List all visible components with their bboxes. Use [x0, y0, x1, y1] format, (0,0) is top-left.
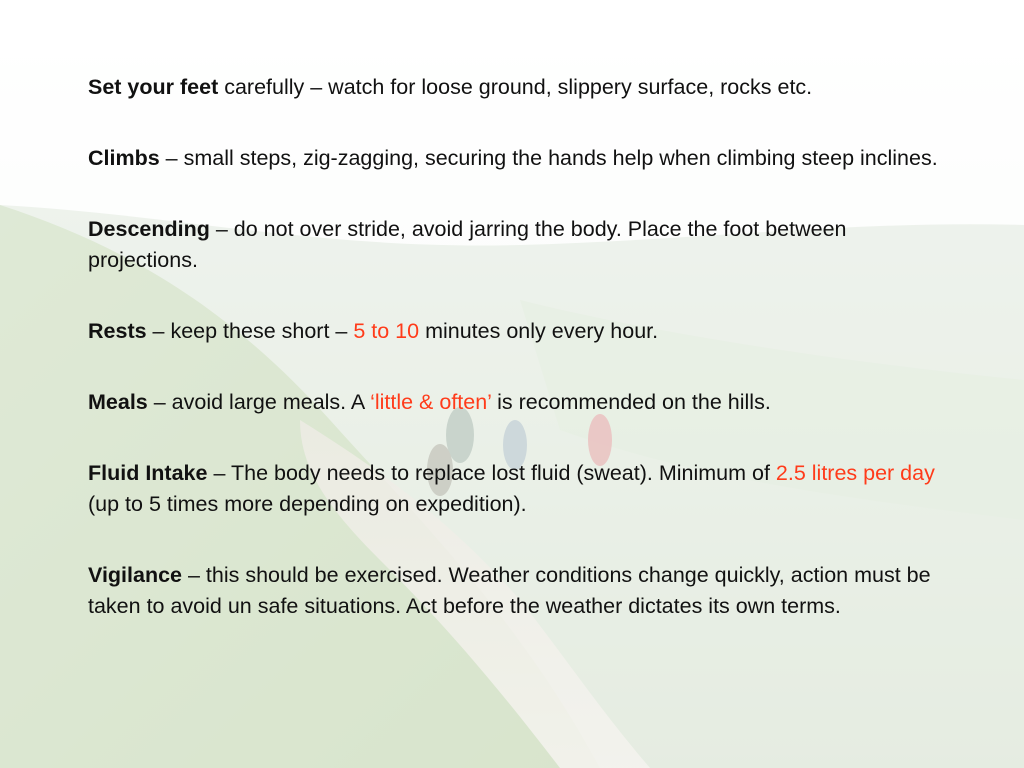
- item-title: Climbs: [88, 146, 160, 170]
- item-climbs: [88, 143, 958, 174]
- item-text: – avoid large meals. A: [147, 390, 371, 414]
- item-descending: [88, 214, 958, 276]
- text-content: [88, 72, 958, 662]
- item-text: (up to 5 times more depending on expedition).: [88, 492, 527, 516]
- item-title: Descending: [88, 217, 210, 241]
- item-title: Fluid Intake: [88, 461, 208, 485]
- item-title: Rests: [88, 319, 147, 343]
- item-title: Meals: [88, 390, 148, 414]
- item-title: Set your feet: [88, 75, 219, 99]
- item-title: Vigilance: [88, 563, 183, 587]
- item-text: minutes only every hour.: [419, 319, 659, 343]
- item-text: carefully – watch for loose ground, slippery surface, rocks etc.: [218, 75, 813, 99]
- item-rests: [88, 316, 958, 347]
- item-text: – do not over stride, avoid jarring the body. Place the foot between projections.: [88, 217, 847, 272]
- item-text: – The body needs to replace lost fluid (sweat). Minimum of: [207, 461, 776, 485]
- item-highlight: 5 to 10: [353, 319, 420, 343]
- item-highlight: ‘little & often’: [370, 390, 492, 414]
- item-text: – this should be exercised. Weather conditions change quickly, action must be taken to avoid un safe situations. Act before the weather dictates its own terms.: [88, 563, 931, 618]
- item-meals: [88, 387, 958, 418]
- item-text: is recommended on the hills.: [491, 390, 771, 414]
- item-set-your-feet: [88, 72, 958, 103]
- item-text: – small steps, zig-zagging, securing the hands help when climbing steep inclines.: [159, 146, 938, 170]
- item-highlight: 2.5 litres per day: [775, 461, 935, 485]
- item-vigilance: [88, 560, 958, 622]
- item-text: – keep these short –: [146, 319, 354, 343]
- item-fluid-intake: [88, 458, 958, 520]
